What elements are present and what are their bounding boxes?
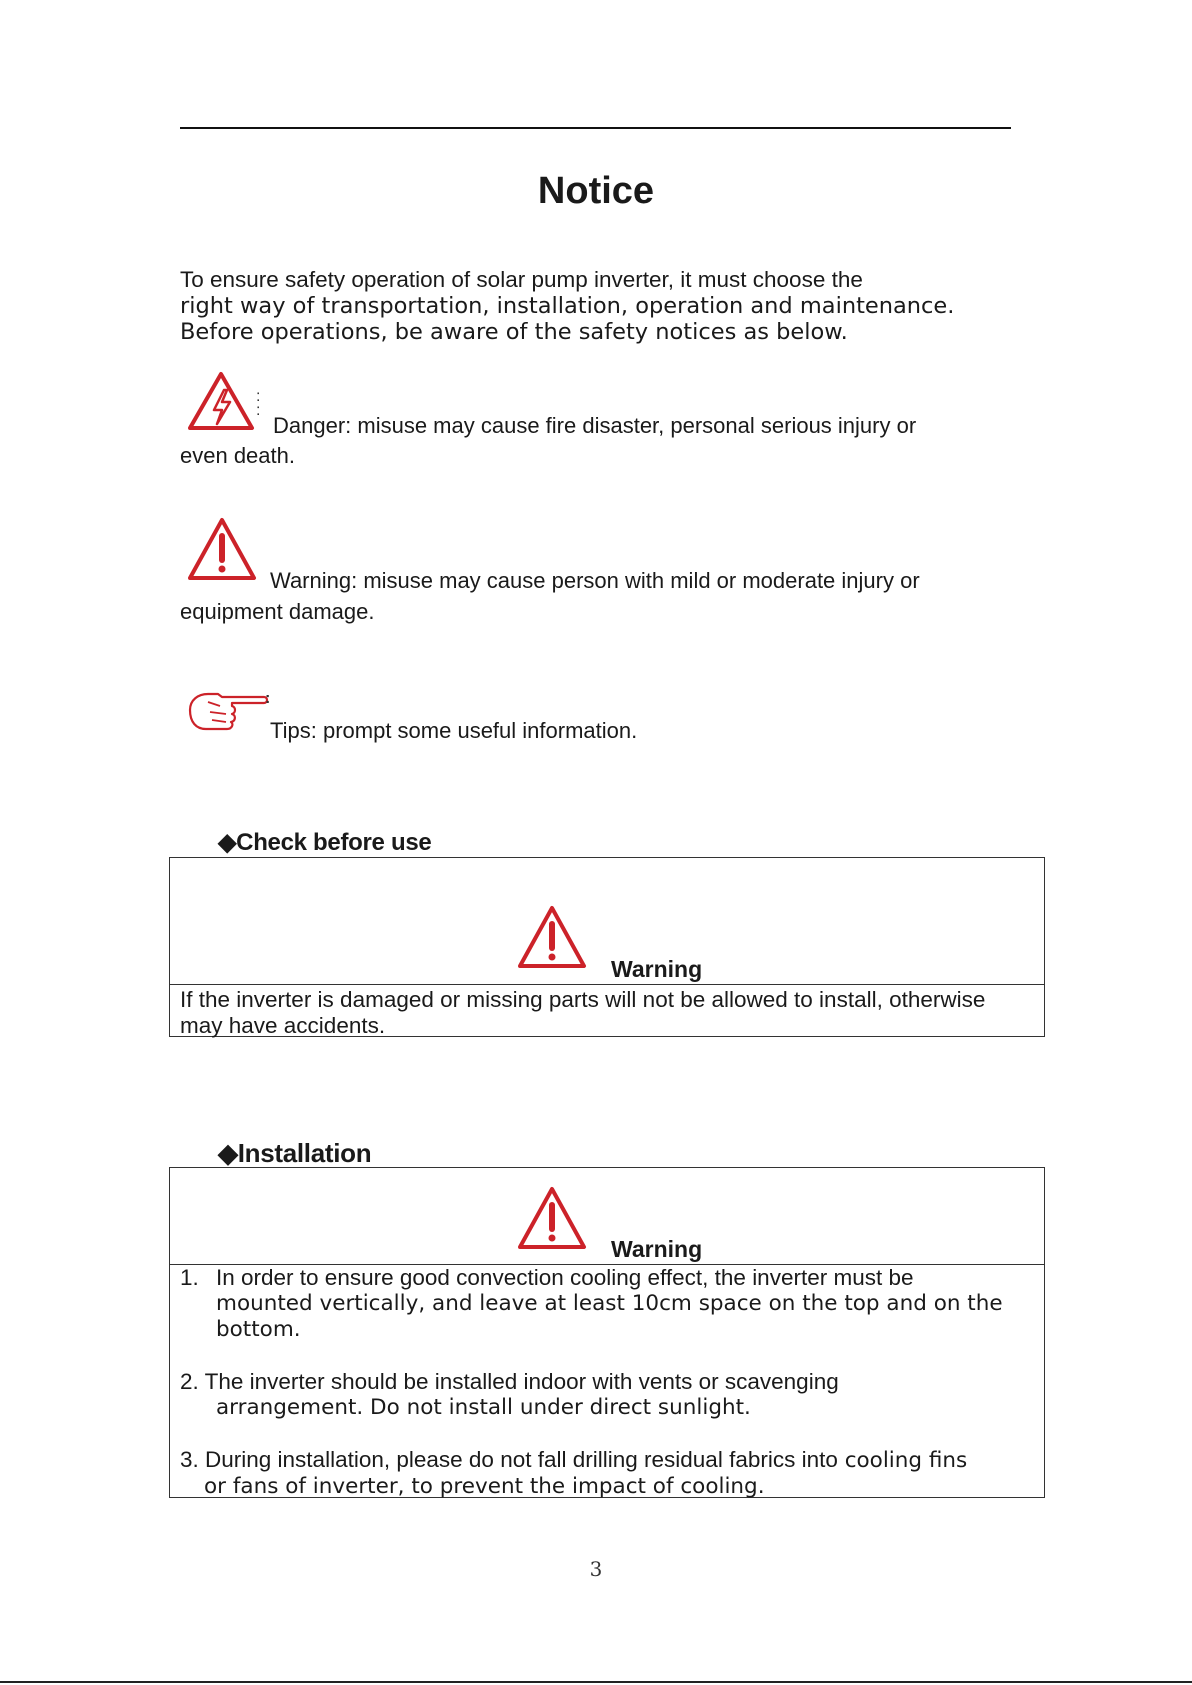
- body-line-1: If the inverter is damaged or missing parts will not be allowed to install, otherwise: [180, 987, 986, 1012]
- section-heading-check: ◆Check before use: [218, 829, 432, 856]
- electric-danger-icon: [186, 370, 256, 432]
- page-number: 3: [589, 1557, 603, 1581]
- section-heading-installation: ◆Installation: [218, 1138, 372, 1168]
- warning-label: Warning: [611, 1236, 703, 1262]
- intro-line-1: To ensure safety operation of solar pump inverter, it must choose the: [180, 267, 863, 292]
- danger-colon: : :: [256, 388, 261, 419]
- footer-rule: [0, 1681, 1192, 1683]
- item1-line-2: mounted vertically, and leave at least 10cm space on the top and on the: [216, 1291, 1003, 1316]
- item3-line-1: [180, 1447, 1034, 1474]
- list-item: [180, 1447, 1034, 1500]
- body-line-2: may have accidents.: [180, 1013, 386, 1038]
- page-title: Notice: [537, 170, 655, 212]
- check-warning-box: [169, 857, 1045, 1037]
- installation-warning-box: [169, 1167, 1045, 1498]
- intro-line: [180, 267, 1020, 293]
- warning-triangle-icon: [516, 904, 588, 975]
- tips-colon: :: [265, 690, 271, 707]
- intro-paragraph: [180, 267, 1020, 345]
- item1-line-1: In order to ensure good convection cooling effect, the inverter must be: [216, 1265, 914, 1290]
- warning-triangle-icon: [516, 1185, 588, 1256]
- item3-line-1b: cooling fins: [837, 1448, 968, 1473]
- warning-triangle-icon: [186, 516, 258, 582]
- warning-label: Warning: [611, 956, 703, 982]
- warning-text-cont: equipment damage.: [180, 599, 375, 624]
- header-rule: [180, 127, 1011, 129]
- danger-text-cont: even death.: [180, 443, 295, 468]
- box-header: [170, 1168, 1044, 1265]
- tips-text: Tips: prompt some useful information.: [270, 718, 638, 743]
- box-body: [170, 1265, 1044, 1500]
- list-item: [180, 1369, 1034, 1421]
- item3-line-2: or fans of inverter, to prevent the impact of cooling.: [204, 1474, 765, 1499]
- item-number: 1.: [180, 1265, 199, 1290]
- danger-text: Danger: misuse may cause fire disaster, personal serious injury or: [273, 413, 917, 438]
- item2-line-2: arrangement. Do not install under direct sunlight.: [216, 1395, 751, 1420]
- item1-line-3: bottom.: [216, 1317, 301, 1342]
- box-body: [170, 985, 1044, 1039]
- list-item: [180, 1265, 1034, 1343]
- box-header: [170, 858, 1044, 985]
- item3-line-1a: 3. During installation, please do not fall drilling residual fabrics into: [180, 1447, 838, 1472]
- intro-line-3: Before operations, be aware of the safety notices as below.: [180, 319, 848, 345]
- intro-line-2: right way of transportation, installation, operation and maintenance.: [180, 293, 955, 319]
- pointing-hand-icon: [186, 688, 270, 732]
- item2-line-1: 2. The inverter should be installed indoor with vents or scavenging: [180, 1369, 839, 1394]
- warning-text: Warning: misuse may cause person with mild or moderate injury or: [270, 568, 920, 593]
